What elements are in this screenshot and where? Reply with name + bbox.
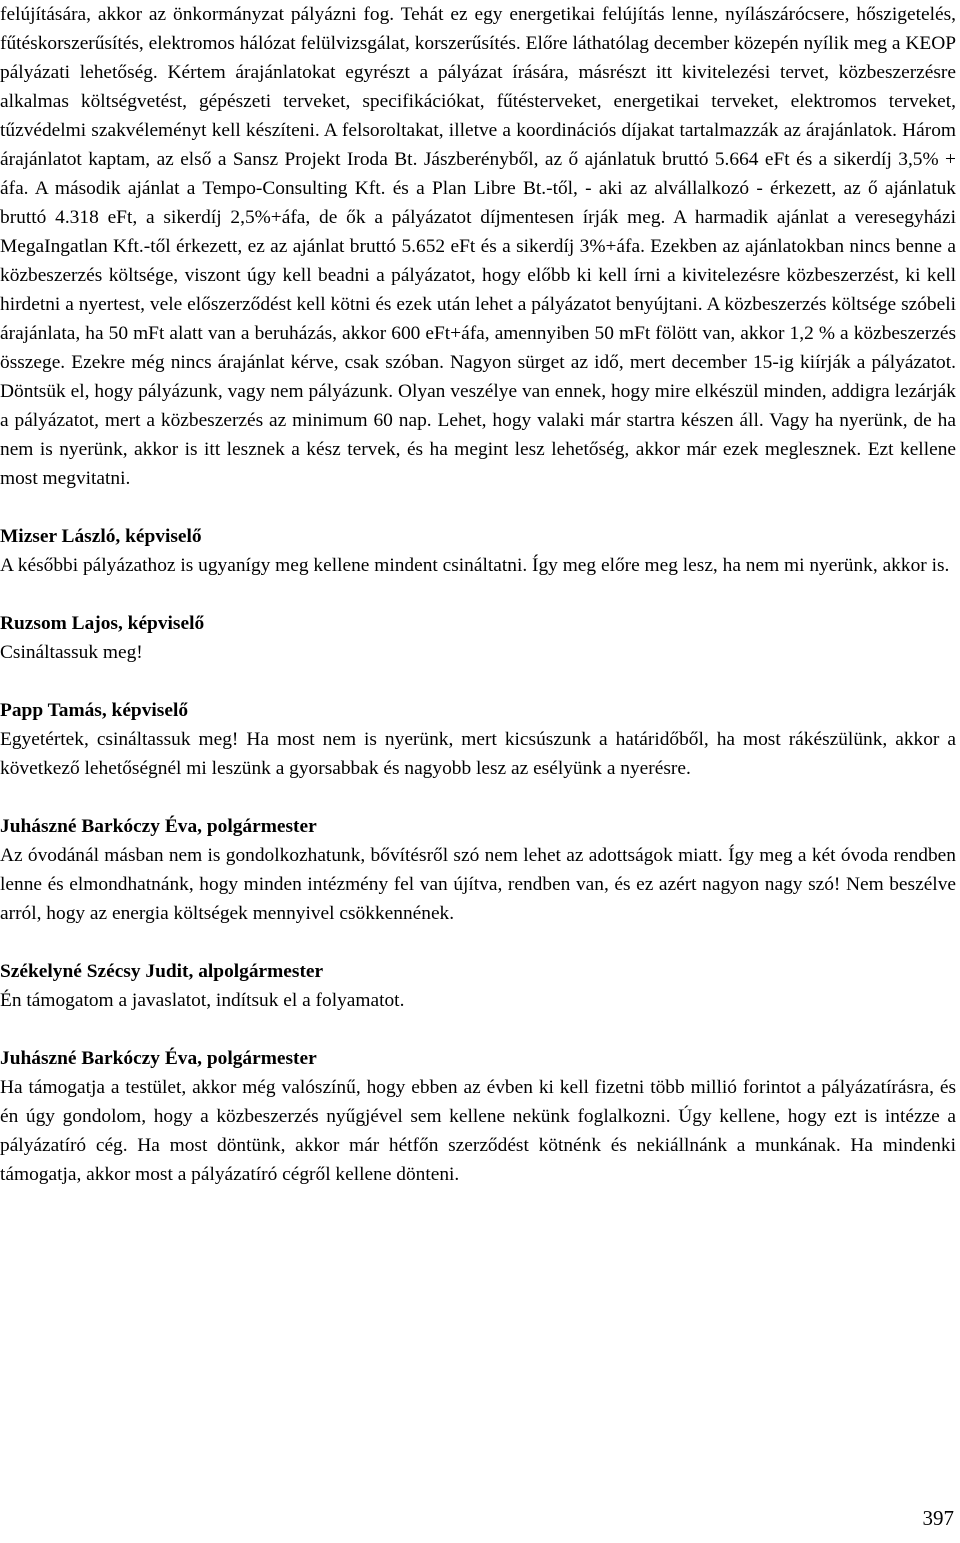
speaker-name: Ruzsom Lajos, képviselő xyxy=(0,613,205,634)
speaker-name: Mizser László, képviselő xyxy=(0,526,202,547)
speaker-name: Papp Tamás, képviselő xyxy=(0,700,189,721)
speech-block xyxy=(0,609,956,667)
speech-text: Ha támogatja a testület, akkor még valószínű, hogy ebben az évben ki kell fizetni több millió forintot a pályázatírásra, és én úgy gondolom, hogy a közbeszerzés nyűgjével sem kellene nekünk foglalkozni. Úgy kellene, hogy ezt is intézze a pályázatíró cég. Ha most döntünk, akkor már hétfőn szerződést kötnénk és nekiállnánk a munkának. Ha mindenki támogatja, akkor most a pályázatíró cégről kellene dönteni. xyxy=(0,1077,956,1185)
speech-text: Egyetértek, csináltassuk meg! Ha most nem is nyerünk, mert kicsúszunk a határidőből, ha most rákészülünk, akkor a következő lehetőségnél mi leszünk a gyorsabbak és nagyobb lesz az esélyünk a nyerésre. xyxy=(0,729,956,779)
speech-block xyxy=(0,522,956,580)
speech-text: Csináltassuk meg! xyxy=(0,642,143,663)
speech-block xyxy=(0,696,956,783)
speaker-name: Székelyné Szécsy Judit, alpolgármester xyxy=(0,961,324,982)
speech-block xyxy=(0,957,956,1015)
page-number: 397 xyxy=(922,1506,954,1530)
speaker-name: Juhászné Barkóczy Éva, polgármester xyxy=(0,1048,317,1069)
opening-paragraph: felújítására, akkor az önkormányzat pályázni fog. Tehát ez egy energetikai felújítás lenne, nyílászárócsere, hőszigetelés, fűtéskorszerűsítés, elektromos hálózat felülvizsgálat, korszerűsítés. Előre láthatólag december közepén nyílik meg a KEOP pályázati lehetőség. Kértem árajánlatokat egyrészt a pályázat írására, másrészt itt kivitelezési tervet, közbeszerzésre alkalmas költségvetést, gépészeti terveket, specifikációkat, fűtésterveket, energetikai terveket, elektromos terveket, tűzvédelmi szakvéleményt kell készíteni. A felsoroltakat, illetve a koordinációs díjakat tartalmazzák az árajánlatok. Három árajánlatot kaptam, az első a Sansz Projekt Iroda Bt. Jászberényből, az ő ajánlatuk bruttó 5.664 eFt és a sikerdíj 3,5% + áfa. A második ajánlat a Tempo-Consulting Kft. és a Plan Libre Bt.-től, - aki az alvállalkozó - érkezett, az ő ajánlatuk bruttó 4.318 eFt, a sikerdíj 2,5%+áfa, de ők a pályázatot díjmentesen írják meg. A harmadik ajánlat a veresegyházi MegaIngatlan Kft.-től érkezett, ez az ajánlat bruttó 5.652 eFt és a sikerdíj 3%+áfa. Ezekben az ajánlatokban nincs benne a közbeszerzés költsége, viszont úgy kell beadni a pályázatot, hogy előbb ki kell írni a kivitelezésre közbeszerzést, ki kell hirdetni a nyertest, vele előszerződést kell kötni és ezek után lehet a pályázatot benyújtani. A közbeszerzés költsége szóbeli árajánlata, ha 50 mFt alatt van a beruházás, akkor 600 eFt+áfa, amennyiben 50 mFt fölött van, akkor 1,2 % a közbeszerzés összege. Ezekre még nincs árajánlat kérve, csak szóban. Nagyon sürget az idő, mert december 15-ig kiírják a pályázatot. Döntsük el, hogy pályázunk, vagy nem pályázunk. Olyan veszélye van ennek, hogy mire elkészül minden, addigra lezárják a pályázatot, mert a közbeszerzés az minimum 60 nap. Lehet, hogy valaki már startra készen áll. Vagy ha nyerünk, de ha nem is nyerünk, akkor is itt lesznek a kész tervek, és ha megint lesz lehetőség, akkor már ezek meglesznek. Ezt kellene most megvitatni. xyxy=(0,4,956,489)
speaker-name: Juhászné Barkóczy Éva, polgármester xyxy=(0,816,317,837)
speech-block xyxy=(0,812,956,928)
speech-text: Az óvodánál másban nem is gondolkozhatunk, bővítésről szó nem lehet az adottságok miatt. Így meg a két óvoda rendben lenne és elmondhatnánk, hogy minden intézmény fel van újítva, rendben van, és ez azért nagyon nagy szó! Nem beszélve arról, hogy az energia költségek mennyivel csökkennének. xyxy=(0,845,956,924)
speech-block xyxy=(0,1044,956,1189)
speech-text: A későbbi pályázathoz is ugyanígy meg kellene mindent csináltatni. Így meg előre meg lesz, ha nem mi nyerünk, akkor is. xyxy=(0,555,950,576)
speech-text: Én támogatom a javaslatot, indítsuk el a folyamatot. xyxy=(0,990,405,1011)
